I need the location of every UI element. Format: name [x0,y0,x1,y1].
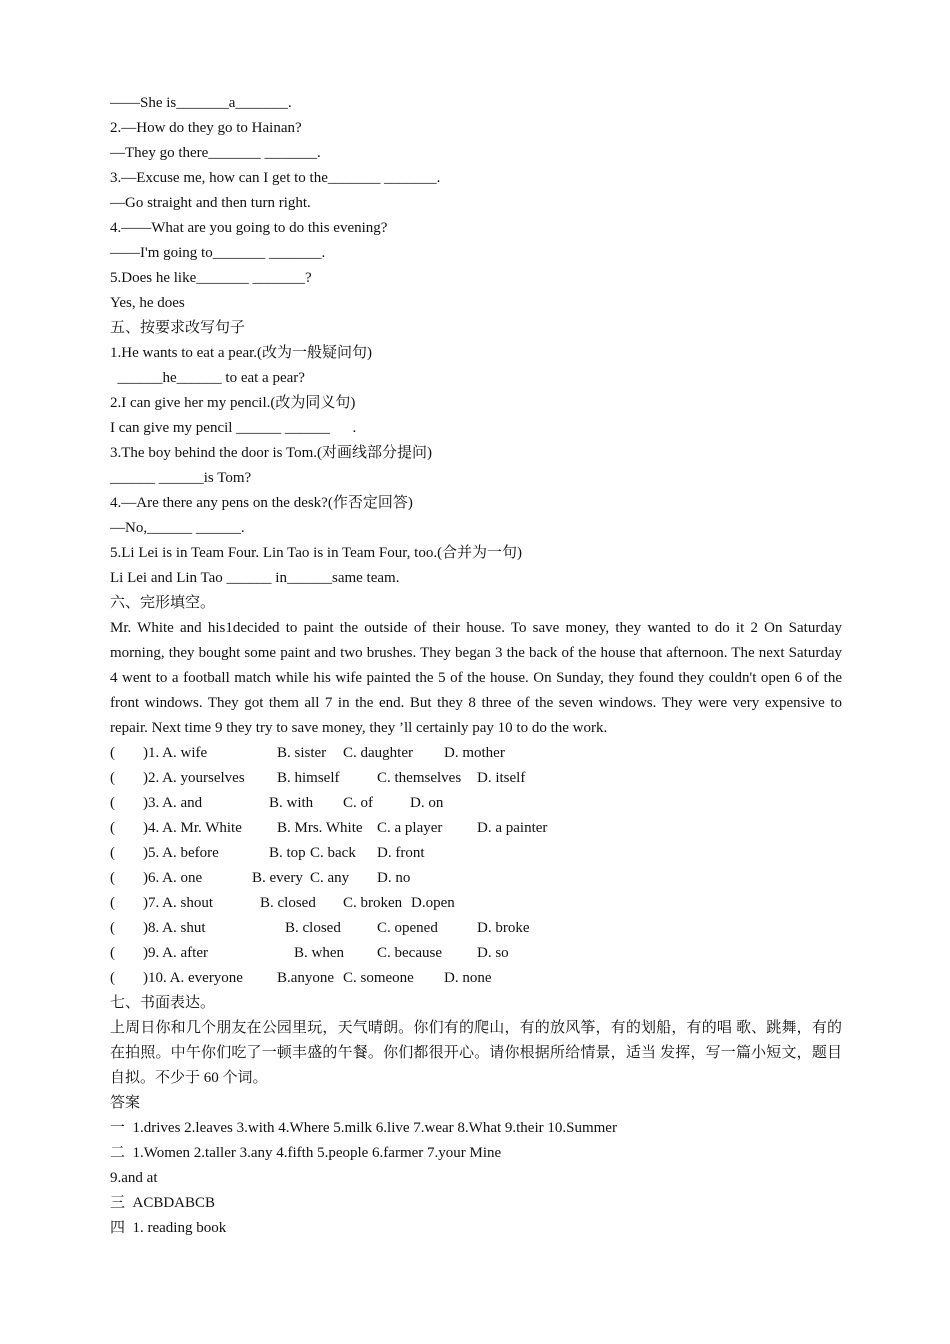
option-b: B. Mrs. White [277,820,363,836]
question-row [110,966,842,991]
text-line: 4.—Are there any pens on the desk?(作否定回答) [110,495,413,511]
option-a: )2. A. yourselves [143,770,245,786]
answer-bracket: ( [110,845,115,861]
question-row [110,816,842,841]
text-line: —They go there_______ _______. [110,145,321,161]
option-a: )8. A. shut [143,920,206,936]
answer-bracket: ( [110,895,115,911]
section-heading: 六、完形填空。 [110,595,216,611]
text-line: —Go straight and then turn right. [110,195,311,211]
option-a: )9. A. after [143,945,208,961]
text-line: 5.Does he like_______ _______? [110,270,312,286]
text-line: 2.—How do they go to Hainan? [110,120,302,136]
text-line: ——She is_______a_______. [110,95,292,111]
answer-bracket: ( [110,870,115,886]
text-line: I can give my pencil ______ ______ . [110,420,357,436]
option-d: D. mother [444,745,505,761]
option-b: B. every [252,870,303,886]
option-c: C. of [343,795,373,811]
question-row [110,766,842,791]
option-c: C. a player [377,820,443,836]
option-a: )6. A. one [143,870,203,886]
option-d: D. broke [477,920,530,936]
option-c: C. broken [343,895,403,911]
option-a: )5. A. before [143,845,219,861]
text-line: 5.Li Lei is in Team Four. Lin Tao is in Team Four, too.(合并为一句) [110,545,523,561]
option-d: D. front [377,845,425,861]
option-b: B. when [294,945,344,961]
answer-bracket: ( [110,920,115,936]
section-heading: 七、书面表达。 [110,995,216,1011]
answer-line: 一 1.drives 2.leaves 3.with 4.Where 5.milk 6.live 7.wear 8.What 9.their 10.Summer [110,1120,617,1136]
option-c: C. because [377,945,442,961]
option-b: B. with [269,795,314,811]
answer-bracket: ( [110,770,115,786]
fill-in-section [110,91,842,616]
option-a: )1. A. wife [143,745,208,761]
section-heading: 五、按要求改写句子 [110,320,246,336]
question-row [110,841,842,866]
answer-line: 四 1. reading book [110,1220,227,1236]
option-d: D.open [411,895,455,911]
option-d: D. so [477,945,509,961]
option-c: C. themselves [377,770,462,786]
question-row [110,741,842,766]
option-b: B. closed [260,895,316,911]
answer-bracket: ( [110,795,115,811]
question-row [110,866,842,891]
option-d: D. itself [477,770,526,786]
question-row [110,791,842,816]
text-line: Li Lei and Lin Tao ______ in______same team. [110,570,400,586]
answer-line: 二 1.Women 2.taller 3.any 4.fifth 5.people 6.farmer 7.your Mine [110,1145,502,1161]
option-c: C. any [310,870,350,886]
option-d: D. no [377,870,411,886]
text-line: Yes, he does [110,295,185,311]
option-c: C. someone [343,970,414,986]
answer-bracket: ( [110,945,115,961]
text-line: 1.He wants to eat a pear.(改为一般疑问句) [110,345,373,361]
option-b: B. sister [277,745,327,761]
text-line: —No,______ ______. [110,520,245,536]
answer-heading: 答案 [110,1095,141,1111]
option-d: D. on [410,795,444,811]
answer-line: 9.and at [110,1170,158,1186]
option-d: D. a painter [477,820,548,836]
writing-prompt: 上周日你和几个朋友在公园里玩，天气晴朗。你们有的爬山，有的放风筝，有的划船，有的唱 歌、跳舞，有的在拍照。中午你们吃了一顿丰盛的午餐。你们都很开心。请你根据所给情景，适当 发挥，写一篇小短文，题目自拟。不少于 60 个词。 [110,1020,842,1086]
option-b: B. closed [285,920,341,936]
option-d: D. none [444,970,492,986]
option-b: B. himself [277,770,340,786]
text-line: 3.—Excuse me, how can I get to the_______ _______. [110,170,441,186]
answer-key [110,1091,842,1241]
option-b: B.anyone [277,970,335,986]
option-a: )4. A. Mr. White [143,820,242,836]
answer-bracket: ( [110,970,115,986]
text-line: ______ ______is Tom? [110,470,252,486]
text-line: 3.The boy behind the door is Tom.(对画线部分提问) [110,445,432,461]
option-a: )3. A. and [143,795,203,811]
worksheet-page [110,91,842,1241]
text-line: 2.I can give her my pencil.(改为同义句) [110,395,356,411]
option-c: C. back [310,845,356,861]
text-line: ——I'm going to_______ _______. [110,245,326,261]
cloze-passage: Mr. White and his1decided to paint the outside of their house. To save money, they wanted to do it 2 On Saturday morning, they bought some paint and two brushes. They began 3 the back of the house that afternoon. The next Saturday 4 went to a football match while his wife painted the 5 of the house. On Sunday, they found they couldn't open 6 of the front windows. They got them all 7 in the end. But they 8 three of the seven windows. They were very expensive to repair. Next time 9 they try to save money, they ’ll certainly pay 10 to do the work. [110,620,842,736]
question-row [110,941,842,966]
question-row [110,891,842,916]
option-c: C. opened [377,920,438,936]
option-c: C. daughter [343,745,413,761]
option-a: )7. A. shout [143,895,214,911]
option-a: )10. A. everyone [143,970,243,986]
text-line: ______he______ to eat a pear? [110,370,305,386]
answer-bracket: ( [110,745,115,761]
question-row [110,916,842,941]
cloze-questions [110,741,842,991]
answer-line: 三 ACBDABCB [110,1195,216,1211]
answer-bracket: ( [110,820,115,836]
option-b: B. top [269,845,306,861]
text-line: 4.——What are you going to do this evening? [110,220,388,236]
